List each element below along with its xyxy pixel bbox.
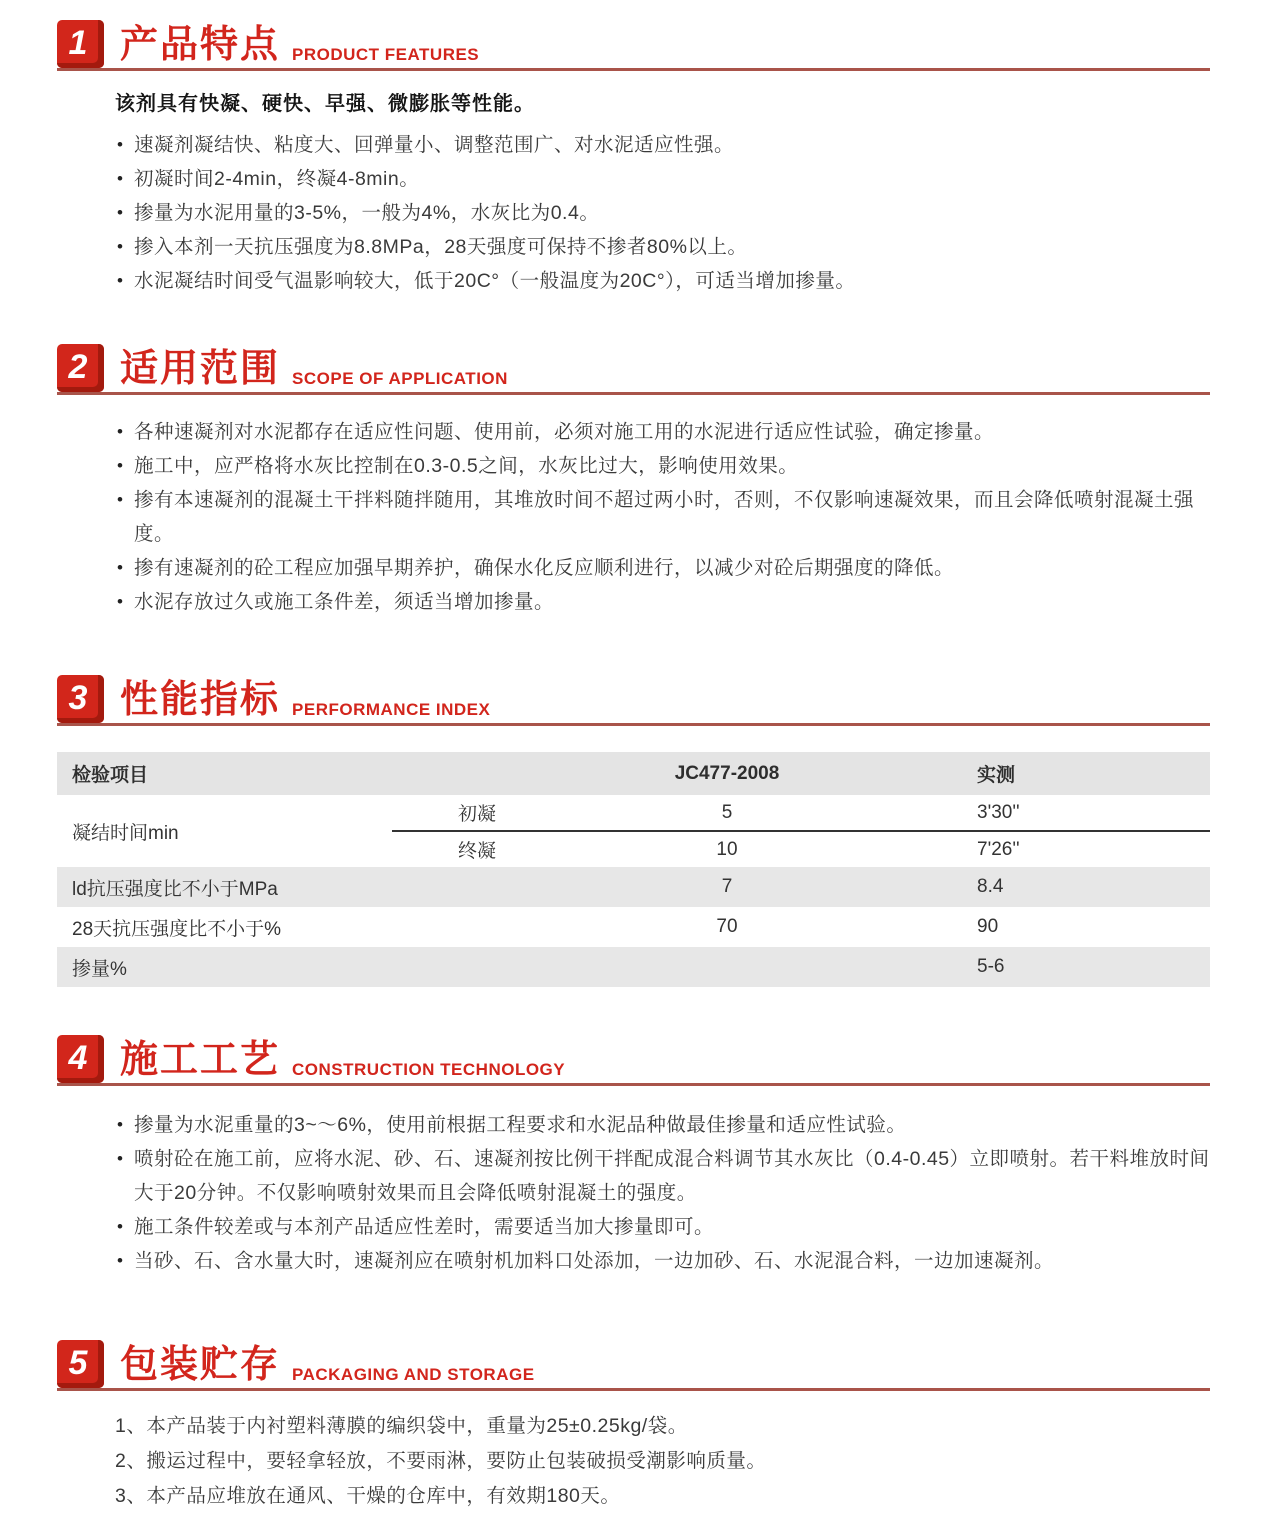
section-number-badge [57,675,104,723]
scope-bullet-list [115,415,1210,619]
table-cell-measured: 8.4 [977,876,1004,897]
table-cell-standard: 70 [716,916,738,937]
bullet-item: • 初凝时间2-4min，终凝4-8min。 [115,162,1210,196]
section-title-zh: 适用范围 [120,348,281,390]
subrow-final-set [392,832,1210,867]
section-title-en: PRODUCT FEATURES [292,45,480,64]
section-5-header [57,1340,1210,1391]
section-title-zh: 性能指标 [120,679,281,721]
table-cell-standard: 5 [721,801,733,823]
section-number: 5 [68,1344,88,1382]
section-4-body [115,1108,1210,1278]
section-packaging-storage [57,1340,1210,1514]
table-row-setting-time [57,795,1210,867]
table-cell-measured: 7'26'' [977,838,1020,860]
numbered-item: 2、搬运过程中，要轻拿轻放，不要雨淋，要防止包装破损受潮影响质量。 [115,1450,767,1472]
bullet-item: • 掺入本剂一天抗压强度为8.8MPa，28天强度可保持不掺者80%以上。 [115,230,1210,264]
table-cell-measured: 90 [977,916,999,937]
table-header-item: 检验项目 [72,765,149,786]
table-cell-item: 掺量% [72,958,127,980]
section-number-badge [57,1340,104,1388]
table-row-1d-strength [57,867,1210,907]
features-intro: 该剂具有快凝、硬快、早强、微膨胀等性能。 [115,93,535,115]
features-bullet-list [115,128,1210,298]
table-cell-measured: 5-6 [977,956,1005,977]
table-cell-subitem: 终凝 [457,841,496,862]
bullet-item: • 速凝剂凝结快、粘度大、回弹量小、调整范围广、对水泥适应性强。 [115,128,1210,162]
section-number: 2 [68,348,88,386]
bullet-item: • 施工条件较差或与本剂产品适应性差时，需要适当加大掺量即可。 [115,1210,1210,1244]
section-construction-technology [57,1035,1210,1278]
construction-bullet-list [115,1108,1210,1278]
table-header-measured: 实测 [977,765,1016,786]
section-title-zh: 包装贮存 [120,1344,281,1386]
bullet-item: • 喷射砼在施工前，应将水泥、砂、石、速凝剂按比例干拌配成混合料调节其水灰比（0.4-0.45）立即喷射。若干料堆放时间大于20分钟。不仅影响喷射效果而且会降低喷射混凝土的强度。 [115,1142,1210,1210]
table-cell-standard: 10 [716,838,738,860]
subrow-initial-set [392,795,1210,832]
performance-table [57,752,1210,987]
section-scope-of-application [57,344,1210,619]
section-title-zh: 产品特点 [120,24,281,66]
bullet-item: • 施工中，应严格将水灰比控制在0.3-0.5之间，水灰比过大，影响使用效果。 [115,449,1210,483]
section-3-header [57,675,1210,726]
bullet-item: • 当砂、石、含水量大时，速凝剂应在喷射机加料口处添加，一边加砂、石、水泥混合料，一边加速凝剂。 [115,1244,1210,1278]
packaging-numbered-list [115,1409,1210,1514]
section-number: 4 [68,1039,88,1077]
section-2-header [57,344,1210,395]
section-5-body [115,1409,1210,1514]
section-title-en: CONSTRUCTION TECHNOLOGY [292,1060,566,1079]
section-product-features [57,0,1210,298]
numbered-item: 1、本产品装于内衬塑料薄膜的编织袋中，重量为25±0.25kg/袋。 [115,1415,688,1437]
section-title-zh: 施工工艺 [120,1039,281,1081]
table-row-dosage [57,947,1210,987]
table-header-standard: JC477-2008 [674,762,780,784]
section-1-header [57,20,1210,71]
table-cell-measured: 3'30'' [977,801,1020,823]
section-title-en: PACKAGING AND STORAGE [292,1365,535,1384]
bullet-item: • 水泥存放过久或施工条件差，须适当增加掺量。 [115,585,1210,619]
section-1-body [115,87,1210,298]
bullet-item: • 水泥凝结时间受气温影响较大，低于20C°（一般温度为20C°），可适当增加掺量。 [115,264,1210,298]
section-2-body [115,415,1210,619]
section-number-badge [57,20,104,68]
numbered-item: 3、本产品应堆放在通风、干燥的仓库中，有效期180天。 [115,1485,621,1507]
table-cell-subitem: 初凝 [457,804,496,825]
table-cell-item: 凝结时间min [72,822,179,844]
section-number: 1 [68,24,88,62]
bullet-item: • 掺量为水泥重量的3~～6%，使用前根据工程要求和水泥品种做最佳掺量和适应性试验。 [115,1108,1210,1142]
bullet-item: • 掺量为水泥用量的3-5%，一般为4%，水灰比为0.4。 [115,196,1210,230]
bullet-item: • 各种速凝剂对水泥都存在适应性问题、使用前，必须对施工用的水泥进行适应性试验，确定掺量。 [115,415,1210,449]
table-row-28d-strength [57,907,1210,947]
table-cell-item: 28天抗压强度比不小于% [72,918,282,940]
section-title-en: PERFORMANCE INDEX [292,700,491,719]
section-number-badge [57,344,104,392]
section-performance-index [57,675,1210,987]
section-number-badge [57,1035,104,1083]
section-number: 3 [68,679,88,717]
table-cell-standard: 7 [721,876,733,897]
bullet-item: • 掺有速凝剂的砼工程应加强早期养护，确保水化反应顺利进行，以减少对砼后期强度的降低。 [115,551,1210,585]
section-4-header [57,1035,1210,1086]
bullet-item: • 掺有本速凝剂的混凝土干拌料随拌随用，其堆放时间不超过两小时，否则，不仅影响速凝效果，而且会降低喷射混凝土强度。 [115,483,1210,551]
setting-time-subrows [392,795,1210,867]
table-cell-item: ld抗压强度比不小于MPa [72,878,278,900]
section-title-en: SCOPE OF APPLICATION [292,369,508,388]
table-header-row [57,752,1210,795]
